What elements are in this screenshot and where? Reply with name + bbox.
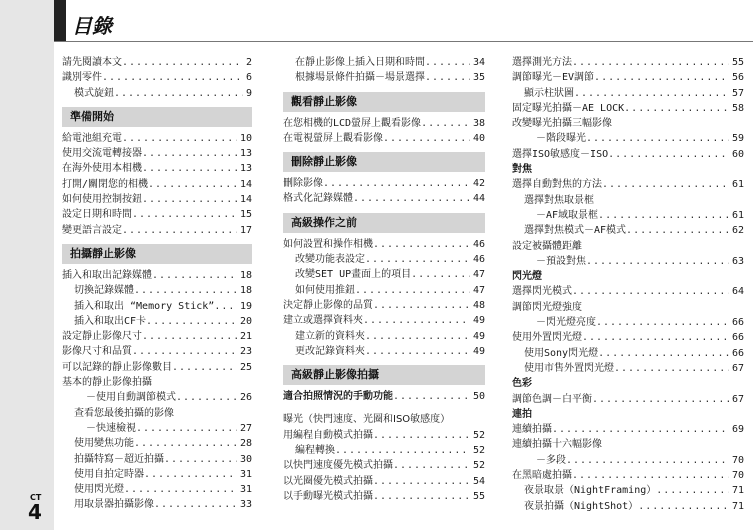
toc-entry-title: 調節色調－白平衡 [512,393,592,405]
toc-entry[interactable] [512,346,744,361]
toc-entry[interactable] [283,344,485,359]
toc-entry-title: 插入和取出CF卡 [74,315,147,327]
toc-entry-title: 識別零件 [62,72,102,84]
toc-entry[interactable] [62,70,252,85]
toc-dot-leader [574,86,729,101]
toc-dot-leader [134,436,237,451]
toc-entry[interactable] [62,360,252,375]
toc-entry-title: 使用外置閃光燈 [512,332,582,344]
title-divider [54,41,753,42]
toc-entry[interactable] [62,497,252,512]
toc-dot-leader [154,497,237,512]
toc-entry-title: 改變功能表設定 [295,254,365,266]
toc-dot-leader [373,237,470,252]
toc-entry[interactable] [512,208,744,223]
toc-entry-title: 選擇閃光模式 [512,286,572,298]
toc-entry[interactable] [283,428,485,443]
toc-dot-leader [425,70,470,85]
toc-page-number: 20 [239,315,252,327]
toc-entry-title: 選擇測光方法 [512,57,572,68]
toc-column-3 [512,55,744,514]
toc-dot-leader [373,489,470,504]
toc-page-number: 33 [239,499,252,511]
toc-dot-leader [132,344,237,359]
toc-entry[interactable] [512,468,744,483]
toc-dot-leader [365,344,470,359]
toc-page-number: 66 [731,317,744,329]
toc-page-number: 28 [239,438,252,450]
toc-page-number: 40 [472,132,485,144]
toc-entry-title: 如何設置和操作相機 [283,238,373,250]
toc-page-number: 49 [472,345,485,357]
toc-dot-leader [572,55,729,70]
page-title: 目錄 [72,14,112,38]
toc-page-number: 67 [731,362,744,374]
toc-page-number: 56 [731,72,744,84]
toc-entry[interactable] [62,268,252,283]
toc-page-number: 18 [239,285,252,297]
toc-entry-title: 以快門速度優先模式拍攝 [283,460,393,472]
toc-entry[interactable] [62,467,252,482]
toc-page-number: 46 [472,254,485,266]
toc-dot-leader [383,131,470,146]
toc-entry[interactable] [283,458,485,473]
toc-entry-title: 在海外使用本相機 [62,163,142,175]
toc-dot-leader [122,131,237,146]
toc-entry-title: 可以記錄的靜止影像數目 [62,361,172,373]
toc-entry[interactable] [283,237,485,252]
toc-entry-title: 請先閱讀本文 [62,57,122,68]
toc-page-number: 66 [731,347,744,359]
toc-entry-title: 選擇自動對焦的方法 [512,179,602,191]
toc-dot-leader [114,86,243,101]
toc-entry[interactable] [62,207,252,222]
toc-entry[interactable] [283,313,485,328]
toc-entry[interactable] [512,330,744,345]
toc-entry-title: 在靜止影像上插入日期和時間 [295,57,425,68]
toc-entry[interactable] [62,283,252,298]
toc-entry[interactable] [512,101,744,116]
toc-page-number: 71 [731,500,744,512]
toc-dot-leader [132,207,237,222]
toc-entry-title: 使用自拍定時器 [74,468,144,480]
toc-entry-title: 選擇對焦模式－AF模式 [524,225,627,237]
toc-entry-title: 在黑暗處拍攝 [512,470,572,482]
toc-page-number: 52 [472,460,485,472]
subsection-heading: 對焦 [512,164,532,176]
page-language-code: CT [30,493,42,502]
toc-heading-text: 調節閃光燈強度 [512,301,582,313]
toc-entry[interactable] [62,314,252,329]
toc-dot-leader [152,268,237,283]
toc-page-number: 31 [239,468,252,480]
toc-dot-leader [144,467,237,482]
toc-entry-title: 以手動曝光模式拍攝 [283,490,373,502]
toc-dot-leader [592,392,729,407]
toc-entry[interactable] [283,283,485,298]
toc-entry[interactable] [283,267,485,282]
toc-page-number: 27 [239,422,252,434]
section-header: 高級操作之前 [283,213,485,233]
toc-entry[interactable] [512,223,744,238]
toc-entry-title: －快速檢視 [86,422,136,434]
toc-dot-leader [353,191,470,206]
toc-entry-title: 影像尺寸和品質 [62,346,132,358]
toc-entry-title: 調節曝光－EV調節 [512,72,595,84]
toc-page-number: 57 [731,87,744,99]
toc-entry[interactable] [512,499,744,514]
toc-entry[interactable] [512,315,744,330]
toc-entry-title: 格式化記錄媒體 [283,193,353,205]
section-header: 拍攝靜止影像 [62,244,252,264]
toc-dot-leader [148,177,237,192]
toc-page-number: 62 [731,225,744,237]
toc-page-number: 54 [472,475,485,487]
toc-entry[interactable] [512,483,744,498]
toc-heading-text: 連續拍攝十六幅影像 [512,439,602,451]
toc-entry-title: －預設對焦 [536,255,586,267]
toc-dot-leader [638,499,729,514]
toc-entry-title: 夜景取景（NightFraming） [524,485,657,497]
toc-dot-leader [552,422,729,437]
toc-heading-text: 設定被攝體距離 [512,240,582,252]
toc-page-number: 67 [731,393,744,405]
toc-page-number: 25 [239,361,252,373]
toc-entry-title: 顯示柱狀圖 [524,87,574,99]
toc-entry-title: －多段 [536,454,566,466]
toc-page-number: 19 [239,300,252,312]
toc-dot-leader [572,468,729,483]
toc-entry-title: 更改記錄資料夾 [295,345,365,357]
toc-page-number: 66 [731,332,744,344]
toc-heading [512,239,744,254]
toc-entry-title: 連續拍攝 [512,424,552,436]
toc-entry[interactable] [62,55,252,70]
toc-page-number: 55 [731,57,744,68]
toc-entry[interactable] [62,482,252,497]
toc-dot-leader [102,70,243,85]
toc-page-number: 10 [239,132,252,144]
toc-page-number: 59 [731,133,744,145]
toc-entry-title: 插入和取出記錄媒體 [62,269,152,281]
toc-dot-leader [425,55,470,70]
toc-heading-text: 查看您最後拍攝的影像 [74,407,174,419]
toc-page-number: 18 [239,269,252,281]
toc-page-number: 17 [239,224,252,236]
toc-entry-title: 固定曝光拍攝－AE LOCK [512,102,625,114]
toc-heading-text: 選擇對焦取景框 [524,194,594,206]
toc-dot-leader [602,177,729,192]
toc-dot-leader [365,329,470,344]
page-number: 4 [28,500,42,524]
toc-entry-title: 在您相機的LCD螢屏上觀看影像 [283,117,422,129]
toc-entry[interactable] [512,86,744,101]
toc-entry-title: 使用市售外置閃光燈 [524,362,614,374]
toc-page-number: 63 [731,255,744,267]
toc-dot-leader [335,443,470,458]
toc-entry[interactable] [512,147,744,162]
toc-dot-leader [142,146,237,161]
toc-entry-title: 使用交流電轉接器 [62,148,142,160]
toc-entry[interactable] [62,390,252,405]
toc-dot-leader [614,361,729,376]
toc-page-number: 58 [731,102,744,114]
toc-dot-leader [598,346,729,361]
toc-page-number: 44 [472,193,485,205]
toc-entry[interactable] [62,452,252,467]
toc-entry[interactable] [512,422,744,437]
toc-entry[interactable] [283,55,485,70]
toc-page-number: 21 [239,331,252,343]
toc-dot-leader [566,453,729,468]
toc-entry-title: 建立新的資料夾 [295,330,365,342]
toc-entry[interactable] [512,284,744,299]
toc-entry[interactable] [512,131,744,146]
toc-dot-leader [393,458,470,473]
toc-page-number: 42 [472,178,485,190]
toc-dot-leader [355,283,470,298]
toc-entry[interactable] [62,344,252,359]
toc-entry-title: 使用變焦功能 [74,438,134,450]
toc-dot-leader [626,223,729,238]
toc-entry[interactable] [62,329,252,344]
section-header: 刪除靜止影像 [283,152,485,172]
toc-entry-title: 用取景器拍攝影像 [74,499,154,511]
title-tab-marker [54,0,66,42]
section-header: 高級靜止影像拍攝 [283,365,485,385]
toc-page-number: 14 [239,178,252,190]
toc-entry[interactable] [62,177,252,192]
toc-entry-title: 選擇ISO敏感度－ISO [512,148,609,160]
toc-heading [512,300,744,315]
toc-entry-title: 編程轉換 [295,445,335,457]
toc-dot-leader [176,390,237,405]
toc-page-number: 38 [472,117,485,129]
toc-dot-leader [214,299,237,314]
toc-entry[interactable] [512,177,744,192]
toc-page-number: 14 [239,194,252,206]
toc-heading-text: 改變曝光拍攝三幅影像 [512,118,612,130]
toc-dot-leader [586,254,729,269]
toc-page-number: 9 [245,87,252,99]
toc-entry-title: 在電視螢屏上觀看影像 [283,132,383,144]
toc-dot-leader [586,131,729,146]
toc-entry-title: 插入和取出 “Memory Stick” [74,300,215,312]
toc-page-number: 55 [472,490,485,502]
toc-dot-leader [582,330,729,345]
toc-page-number: 69 [731,424,744,436]
toc-entry[interactable] [283,389,485,404]
toc-entry[interactable] [62,421,252,436]
toc-page-number: 52 [472,429,485,441]
toc-entry-title: 如何使用推鈕 [295,284,355,296]
toc-entry[interactable] [283,176,485,191]
toc-page-number: 52 [472,445,485,457]
toc-entry-title: 改變SET UP畫面上的項目 [295,269,412,281]
toc-dot-leader [363,313,470,328]
toc-entry[interactable] [62,299,252,314]
toc-entry-title: －閃光燈亮度 [536,317,596,329]
toc-dot-leader [164,452,237,467]
toc-entry[interactable] [62,86,252,101]
toc-page-number: 50 [472,391,485,403]
subsection-heading: 閃光燈 [512,271,542,283]
toc-dot-leader [142,329,237,344]
toc-page-number: 70 [731,470,744,482]
toc-page-number: 6 [245,72,252,84]
toc-page-number: 46 [472,238,485,250]
toc-dot-leader [373,428,470,443]
toc-dot-leader [608,147,729,162]
toc-page-number: 48 [472,299,485,311]
toc-page-number: 47 [472,284,485,296]
toc-dot-leader [373,298,470,313]
toc-entry-title: 打開/關閉您的相機 [62,178,149,190]
subsection-heading: 色彩 [512,378,532,390]
toc-dot-leader [323,176,470,191]
toc-page-number: 49 [472,330,485,342]
spacer [283,404,485,412]
toc-entry[interactable] [283,298,485,313]
toc-page-number: 34 [472,57,485,68]
toc-page-number: 2 [245,57,252,68]
toc-dot-leader [172,360,237,375]
toc-entry[interactable] [283,489,485,504]
toc-entry-title: 決定靜止影像的品質 [283,299,373,311]
toc-page-number: 60 [731,148,744,160]
toc-column-2 [283,55,485,504]
toc-entry[interactable] [283,252,485,267]
toc-entry-title: 使用Sony閃光燈 [524,347,599,359]
toc-entry[interactable] [283,116,485,131]
toc-page-number: 47 [472,269,485,281]
toc-heading-text: 曝光（快門速度、光圈和ISO敏感度） [283,414,451,426]
toc-page-number: 30 [239,453,252,465]
toc-entry-title: 以光圈優先模式拍攝 [283,475,373,487]
toc-page-number: 49 [472,315,485,327]
toc-dot-leader [124,482,237,497]
toc-dot-leader [594,70,729,85]
toc-heading [512,116,744,131]
section-header: 準備開始 [62,107,252,127]
toc-entry-title: 拍攝特寫－超近拍攝 [74,453,164,465]
toc-entry-title: 適合拍照情況的手動功能 [283,391,393,403]
toc-dot-leader [142,161,237,176]
toc-entry-title: 根據場景條件拍攝－場景選擇 [295,72,425,84]
toc-entry[interactable] [512,453,744,468]
toc-column-1 [62,55,252,513]
toc-entry-title: 模式旋鈕 [74,87,114,99]
toc-page-number: 61 [731,209,744,221]
toc-entry-title: 夜景拍攝（NightShot） [524,500,639,512]
toc-dot-leader [598,208,729,223]
toc-page-number: 26 [239,392,252,404]
toc-dot-leader [373,474,470,489]
toc-heading [512,193,744,208]
toc-entry[interactable] [283,443,485,458]
toc-entry-title: 建立或選擇資料夾 [283,315,363,327]
toc-page-number: 13 [239,163,252,175]
subsection-heading: 連拍 [512,408,532,420]
toc-page-number: 15 [239,209,252,221]
toc-entry[interactable] [62,223,252,238]
toc-entry[interactable] [62,131,252,146]
toc-heading [62,375,252,390]
toc-entry[interactable] [512,254,744,269]
page-sidebar [0,0,54,530]
toc-entry[interactable] [62,161,252,176]
toc-entry-title: 設定日期和時間 [62,209,132,221]
toc-entry-title: －AF域取景框 [536,209,599,221]
toc-entry-title: 設定靜止影像尺寸 [62,331,142,343]
toc-entry[interactable] [62,192,252,207]
toc-heading [62,406,252,421]
toc-entry-title: 刪除影像 [283,178,323,190]
toc-entry[interactable] [62,436,252,451]
toc-dot-leader [421,116,470,131]
toc-heading [283,412,485,427]
toc-entry-title: 給電池組充電 [62,132,122,144]
toc-page-number: 61 [731,179,744,191]
toc-entry[interactable] [512,70,744,85]
toc-entry[interactable] [512,361,744,376]
toc-dot-leader [572,284,729,299]
toc-entry[interactable] [283,329,485,344]
toc-entry[interactable] [283,131,485,146]
toc-page-number: 23 [239,346,252,358]
toc-entry[interactable] [512,392,744,407]
toc-dot-leader [142,192,237,207]
toc-entry-title: －使用自動調節模式 [86,392,176,404]
toc-dot-leader [393,389,470,404]
toc-page-number: 70 [731,454,744,466]
toc-dot-leader [122,223,237,238]
toc-dot-leader [656,483,729,498]
toc-page-number: 13 [239,148,252,160]
toc-entry-title: 用編程自動模式拍攝 [283,429,373,441]
toc-dot-leader [596,315,729,330]
toc-entry[interactable] [283,474,485,489]
toc-dot-leader [146,314,237,329]
toc-dot-leader [136,421,237,436]
toc-heading-text: 基本的靜止影像拍攝 [62,377,152,389]
section-header: 觀看靜止影像 [283,92,485,112]
toc-page-number: 71 [731,485,744,497]
toc-entry-title: 如何使用控制按鈕 [62,194,142,206]
toc-heading [512,437,744,452]
toc-page-number: 35 [472,72,485,84]
toc-dot-leader [365,252,470,267]
toc-entry[interactable] [283,191,485,206]
toc-page-number: 31 [239,484,252,496]
toc-dot-leader [134,283,237,298]
toc-entry-title: 切換記錄媒體 [74,285,134,297]
toc-entry[interactable] [512,55,744,70]
toc-entry-title: 變更語言設定 [62,224,122,236]
toc-entry-title: －階段曝光 [536,133,586,145]
toc-entry[interactable] [62,146,252,161]
toc-entry-title: 使用閃光燈 [74,484,124,496]
toc-dot-leader [624,101,729,116]
toc-entry[interactable] [283,70,485,85]
toc-dot-leader [122,55,243,70]
toc-page-number: 64 [731,286,744,298]
toc-dot-leader [411,267,470,282]
